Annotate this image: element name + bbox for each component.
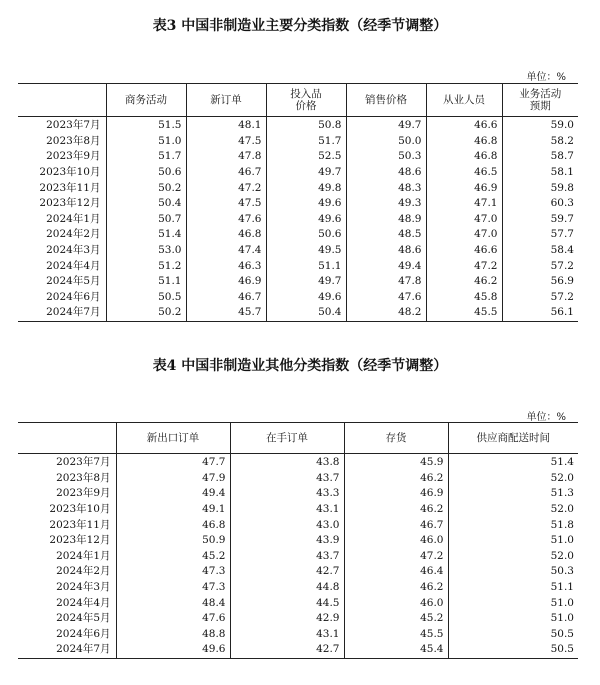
table-cell: 48.8: [116, 627, 230, 643]
table-row: [18, 564, 578, 580]
table4: [18, 422, 578, 659]
row-label: 2023年11月: [39, 181, 101, 194]
table-cell: 46.8: [426, 134, 502, 150]
table-cell: 50.4: [266, 305, 346, 321]
table-cell: 50.2: [106, 305, 186, 321]
table-cell: 47.3: [116, 564, 230, 580]
table-cell: 46.8: [186, 227, 266, 243]
table-cell: 58.7: [502, 149, 578, 165]
table-cell: 57.2: [502, 258, 578, 274]
table-cell: 52.0: [448, 549, 578, 565]
table-cell: 44.8: [230, 580, 344, 596]
table-cell: 50.2: [106, 180, 186, 196]
table-cell: 46.9: [344, 486, 448, 502]
table-cell: 47.6: [116, 611, 230, 627]
table-cell: 46.3: [186, 258, 266, 274]
table3-body: [18, 117, 578, 322]
table-cell: 46.5: [426, 165, 502, 181]
table-cell: 46.6: [426, 243, 502, 259]
table3-unit: 单位：%: [526, 72, 566, 83]
table-cell: 47.0: [426, 212, 502, 228]
table3-header-row: [18, 84, 578, 117]
table-cell: 46.2: [344, 471, 448, 487]
table-row: [18, 642, 578, 658]
table-row: [18, 165, 578, 181]
table-cell: 50.5: [448, 642, 578, 658]
table-cell: 43.1: [230, 627, 344, 643]
table4-header-row: [18, 423, 578, 454]
table-cell: 48.1: [186, 117, 266, 134]
table-row: [18, 595, 578, 611]
table-cell: 48.3: [346, 180, 426, 196]
table-cell: 45.2: [116, 549, 230, 565]
table-cell: 52.0: [448, 502, 578, 518]
table-row: [18, 212, 578, 228]
table3-col-header: 新订单: [186, 84, 266, 117]
table-cell: 45.5: [426, 305, 502, 321]
table-row: [18, 290, 578, 306]
table-row: [18, 305, 578, 321]
table-cell: 49.5: [266, 243, 346, 259]
table3-stub-header: [18, 84, 106, 117]
table-cell: 45.2: [344, 611, 448, 627]
table-row: [18, 533, 578, 549]
table-cell: 46.2: [344, 502, 448, 518]
table-cell: 59.7: [502, 212, 578, 228]
table-cell: 49.6: [266, 290, 346, 306]
table-cell: 58.2: [502, 134, 578, 150]
table-cell: 46.2: [344, 580, 448, 596]
table4-col-header: 供应商配送时间: [448, 423, 578, 454]
table-row: [18, 627, 578, 643]
table-row: [18, 611, 578, 627]
table-cell: 49.1: [116, 502, 230, 518]
table-cell: 48.6: [346, 243, 426, 259]
table-cell: 48.4: [116, 595, 230, 611]
table4-col-header: 存货: [344, 423, 448, 454]
table-cell: 50.5: [448, 627, 578, 643]
row-label: 2024年1月: [46, 212, 101, 225]
table-cell: 43.0: [230, 517, 344, 533]
table3-title: 表3 中国非制造业主要分类指数（经季节调整）: [152, 18, 448, 34]
table-cell: 51.0: [448, 611, 578, 627]
table-cell: 50.3: [448, 564, 578, 580]
table-cell: 50.8: [266, 117, 346, 134]
table-cell: 46.9: [186, 274, 266, 290]
table-cell: 45.8: [426, 290, 502, 306]
table-cell: 46.9: [426, 180, 502, 196]
row-label: 2024年1月: [56, 549, 111, 562]
table-cell: 57.2: [502, 290, 578, 306]
table3-col-header: 业务活动 预期: [502, 84, 578, 117]
table-cell: 51.0: [448, 595, 578, 611]
table-cell: 56.9: [502, 274, 578, 290]
row-label: 2024年7月: [18, 642, 116, 658]
table-cell: 50.0: [346, 134, 426, 150]
table-row: [18, 227, 578, 243]
table-cell: 43.1: [230, 502, 344, 518]
table-cell: 43.8: [230, 454, 344, 471]
row-label: 2024年4月: [46, 259, 101, 272]
table-row: [18, 486, 578, 502]
table-cell: 48.6: [346, 165, 426, 181]
table-cell: 51.3: [448, 486, 578, 502]
table-row: [18, 471, 578, 487]
table-cell: 50.6: [106, 165, 186, 181]
row-label: 2024年3月: [56, 581, 111, 594]
row-label: 2023年8月: [46, 134, 101, 147]
table-cell: 47.8: [346, 274, 426, 290]
table-row: [18, 196, 578, 212]
table-cell: 48.9: [346, 212, 426, 228]
table-cell: 47.4: [186, 243, 266, 259]
table4-body: [18, 454, 578, 659]
table-cell: 49.4: [346, 258, 426, 274]
table-cell: 47.2: [344, 549, 448, 565]
table-cell: 47.9: [116, 471, 230, 487]
table-cell: 51.8: [448, 517, 578, 533]
table-cell: 51.1: [106, 274, 186, 290]
row-label: 2024年2月: [56, 565, 111, 578]
table-cell: 51.1: [448, 580, 578, 596]
table-cell: 59.8: [502, 180, 578, 196]
table-cell: 47.7: [116, 454, 230, 471]
table-cell: 44.5: [230, 595, 344, 611]
table-cell: 47.5: [186, 134, 266, 150]
table-cell: 49.8: [266, 180, 346, 196]
table3-col-header: 从业人员: [426, 84, 502, 117]
table-cell: 46.2: [426, 274, 502, 290]
table-cell: 47.6: [346, 290, 426, 306]
table-cell: 52.5: [266, 149, 346, 165]
table-row: [18, 580, 578, 596]
table-cell: 51.7: [106, 149, 186, 165]
table-cell: 51.7: [266, 134, 346, 150]
table-cell: 51.0: [106, 134, 186, 150]
table-cell: 47.5: [186, 196, 266, 212]
table-row: [18, 243, 578, 259]
table-cell: 50.5: [106, 290, 186, 306]
table-row: [18, 180, 578, 196]
table4-unit: 单位：%: [526, 412, 566, 423]
row-label: 2023年7月: [56, 456, 111, 469]
table-row: [18, 502, 578, 518]
table-cell: 50.3: [346, 149, 426, 165]
table-cell: 51.0: [448, 533, 578, 549]
table-cell: 46.8: [426, 149, 502, 165]
table-cell: 47.3: [116, 580, 230, 596]
table-cell: 51.4: [448, 454, 578, 471]
table-cell: 42.7: [230, 642, 344, 658]
table-cell: 45.9: [344, 454, 448, 471]
row-label: 2024年4月: [56, 596, 111, 609]
table-row: [18, 274, 578, 290]
table-cell: 49.3: [346, 196, 426, 212]
table-cell: 45.4: [344, 642, 448, 658]
row-label: 2023年10月: [49, 503, 111, 516]
row-label: 2024年6月: [46, 290, 101, 303]
table-cell: 51.4: [106, 227, 186, 243]
row-label: 2024年3月: [46, 244, 101, 257]
table-row: [18, 549, 578, 565]
row-label: 2023年12月: [49, 534, 111, 547]
table-row: [18, 517, 578, 533]
table4-col-header: 新出口订单: [116, 423, 230, 454]
table-cell: 49.7: [266, 274, 346, 290]
table-cell: 49.6: [266, 212, 346, 228]
table3-col-header: 商务活动: [106, 84, 186, 117]
table-cell: 47.2: [186, 180, 266, 196]
table4-col-header: 在手订单: [230, 423, 344, 454]
table-cell: 49.6: [266, 196, 346, 212]
table-cell: 51.2: [106, 258, 186, 274]
table-cell: 49.7: [266, 165, 346, 181]
table4-title: 表4 中国非制造业其他分类指数（经季节调整）: [152, 358, 448, 374]
table-cell: 56.1: [502, 305, 578, 321]
table-cell: 46.7: [344, 517, 448, 533]
table-cell: 46.8: [116, 517, 230, 533]
table-row: [18, 134, 578, 150]
table-cell: 59.0: [502, 117, 578, 134]
table-row: [18, 117, 578, 134]
table-cell: 47.8: [186, 149, 266, 165]
table-cell: 50.6: [266, 227, 346, 243]
table3-col-header: 销售价格: [346, 84, 426, 117]
table-cell: 46.7: [186, 290, 266, 306]
table-cell: 58.4: [502, 243, 578, 259]
table-cell: 50.9: [116, 533, 230, 549]
table-cell: 49.4: [116, 486, 230, 502]
table-cell: 60.3: [502, 196, 578, 212]
table-cell: 43.7: [230, 549, 344, 565]
table-cell: 52.0: [448, 471, 578, 487]
row-label: 2023年10月: [39, 166, 101, 179]
table-cell: 47.6: [186, 212, 266, 228]
table-cell: 45.7: [186, 305, 266, 321]
table-cell: 49.6: [116, 642, 230, 658]
table4-stub-header: [18, 423, 116, 454]
table-cell: 46.4: [344, 564, 448, 580]
row-label: 2024年6月: [56, 627, 111, 640]
table-cell: 50.7: [106, 212, 186, 228]
table-cell: 43.9: [230, 533, 344, 549]
table-cell: 51.1: [266, 258, 346, 274]
table-cell: 47.2: [426, 258, 502, 274]
table-cell: 48.2: [346, 305, 426, 321]
row-label: 2023年7月: [46, 119, 101, 132]
row-label: 2023年9月: [46, 150, 101, 163]
table-cell: 53.0: [106, 243, 186, 259]
table-cell: 43.7: [230, 471, 344, 487]
row-label: 2024年2月: [46, 228, 101, 241]
row-label: 2024年5月: [46, 275, 101, 288]
table-cell: 42.7: [230, 564, 344, 580]
table-cell: 47.0: [426, 227, 502, 243]
table-cell: 46.0: [344, 595, 448, 611]
row-label: 2024年5月: [56, 612, 111, 625]
row-label: 2024年7月: [18, 305, 106, 321]
row-label: 2023年11月: [49, 518, 111, 531]
row-label: 2023年12月: [39, 197, 101, 210]
table3-col-header: 投入品 价格: [266, 84, 346, 117]
table-cell: 46.0: [344, 533, 448, 549]
table-cell: 43.3: [230, 486, 344, 502]
row-label: 2023年9月: [56, 487, 111, 500]
table-cell: 46.7: [186, 165, 266, 181]
table-cell: 57.7: [502, 227, 578, 243]
table-cell: 51.5: [106, 117, 186, 134]
table-cell: 47.1: [426, 196, 502, 212]
row-label: 2023年8月: [56, 471, 111, 484]
table-row: [18, 258, 578, 274]
table-cell: 58.1: [502, 165, 578, 181]
table-cell: 50.4: [106, 196, 186, 212]
table-cell: 42.9: [230, 611, 344, 627]
table3: [18, 83, 578, 322]
table-row: [18, 454, 578, 471]
table-cell: 46.6: [426, 117, 502, 134]
table-row: [18, 149, 578, 165]
table-cell: 49.7: [346, 117, 426, 134]
table-cell: 45.5: [344, 627, 448, 643]
table-cell: 48.5: [346, 227, 426, 243]
